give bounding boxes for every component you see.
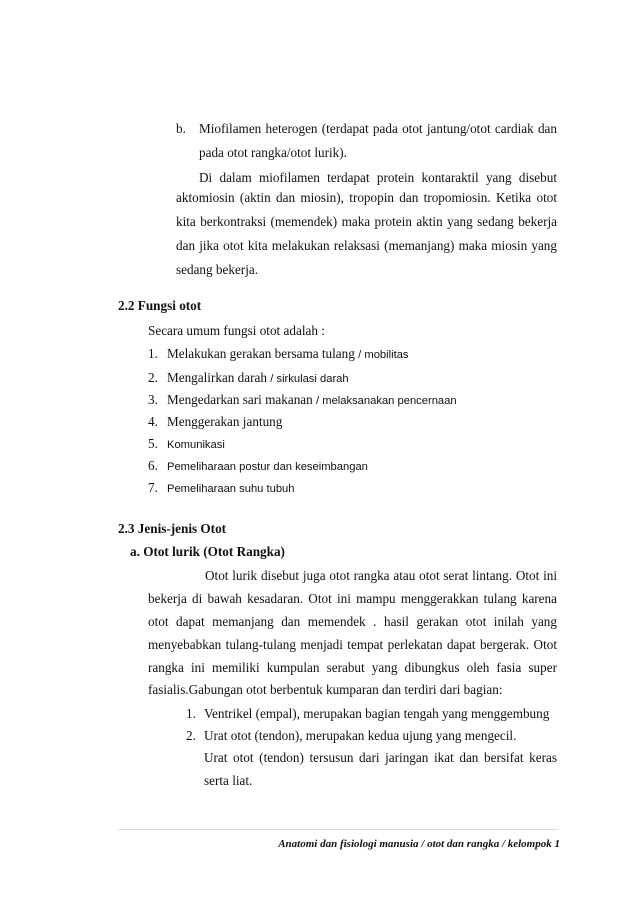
- list-number: 1.: [186, 706, 196, 721]
- list-text: Menggerakan jantung: [167, 414, 283, 429]
- paragraph-line: fasialis.Gabungan otot berbentuk kumparan dan terdiri dari bagian:: [148, 682, 503, 697]
- list-text: Mengedarkan sari makanan: [167, 392, 313, 407]
- list-number: 3.: [148, 392, 158, 407]
- paragraph-line: Miofilamen heterogen (terdapat pada otot jantung/otot cardiak dan: [199, 121, 557, 136]
- list-item: [148, 346, 158, 362]
- list-item-text: [167, 392, 457, 409]
- paragraph-line: aktomiosin (aktin dan miosin), tropopin dan tropomiosin. Ketika otot: [176, 190, 557, 205]
- paragraph-line: Urat otot (tendon) tersusun dari jaringan ikat dan bersifat keras: [204, 750, 557, 765]
- list-number: 6.: [148, 458, 158, 473]
- list-item: [148, 392, 158, 408]
- paragraph-line: kita berkontraksi (memendek) maka protein aktin yang sedang bekerja: [176, 214, 557, 229]
- list-item-text: [167, 370, 349, 387]
- list-extra: / mobilitas: [358, 349, 409, 361]
- list-item: [148, 480, 158, 496]
- list-number: 4.: [148, 414, 158, 429]
- paragraph-line: menyebabkan tulang-tulang menjadi tempat perlekatan dapat bergerak. Otot: [148, 637, 557, 652]
- list-item: [148, 436, 158, 452]
- list-item-text: [167, 480, 295, 497]
- list-extra: Komunikasi: [167, 439, 225, 451]
- list-text: Mengalirkan darah: [167, 370, 267, 385]
- list-number: 5.: [148, 436, 158, 451]
- list-text: Melakukan gerakan bersama tulang: [167, 346, 355, 361]
- paragraph-line: bekerja di bawah kesadaran. Otot ini mampu menggerakkan tulang karena: [148, 591, 557, 606]
- list-number: 7.: [148, 480, 158, 495]
- section-intro: Secara umum fungsi otot adalah :: [148, 323, 325, 338]
- paragraph-line: rangka ini memiliki kumpulan serabut yang dibungkus oleh fasia super: [148, 660, 557, 675]
- list-item: [148, 370, 158, 386]
- list-item-text: [167, 458, 368, 475]
- list-number: 2.: [148, 370, 158, 385]
- page-footer: Anatomi dan fisiologi manusia / otot dan rangka / kelompok 1: [278, 838, 560, 850]
- list-item-text: [167, 414, 282, 430]
- list-number: 1.: [148, 346, 158, 361]
- paragraph-line: serta liat.: [204, 773, 253, 788]
- paragraph-line: otot dapat memanjang dan memendek . hasil gerakan otot inilah yang: [148, 614, 557, 629]
- section-heading: 2.2 Fungsi otot: [118, 298, 202, 313]
- paragraph-line: dan jika otot kita melakukan relaksasi (memanjang) maka miosin yang: [176, 238, 557, 253]
- list-item-text: [167, 346, 409, 363]
- list-extra: Pemeliharaan suhu tubuh: [167, 483, 295, 495]
- list-number: 2.: [186, 728, 196, 743]
- list-item-text: Ventrikel (empal), merupakan bagian tengah yang menggembung: [204, 706, 550, 721]
- list-item-text: [167, 436, 225, 453]
- footer-divider: [118, 829, 558, 830]
- list-extra: / melaksanakan pencernaan: [316, 395, 457, 407]
- paragraph-line: Otot lurik disebut juga otot rangka atau otot serat lintang. Otot ini: [205, 568, 557, 583]
- list-marker-b: b.: [176, 121, 186, 136]
- paragraph-line: Di dalam miofilamen terdapat protein kontaraktil yang disebut: [199, 170, 557, 185]
- list-extra: Pemeliharaan postur dan keseimbangan: [167, 461, 368, 473]
- subsection-heading: a. Otot lurik (Otot Rangka): [130, 544, 285, 559]
- paragraph-line: sedang bekerja.: [176, 262, 259, 277]
- paragraph-line: pada otot rangka/otot lurik).: [199, 145, 347, 160]
- list-item: [148, 458, 158, 474]
- list-extra: / sirkulasi darah: [270, 373, 349, 385]
- list-item-text: Urat otot (tendon), merupakan kedua ujung yang mengecil.: [204, 728, 517, 743]
- section-heading: 2.3 Jenis-jenis Otot: [118, 521, 227, 536]
- list-item: [148, 414, 158, 430]
